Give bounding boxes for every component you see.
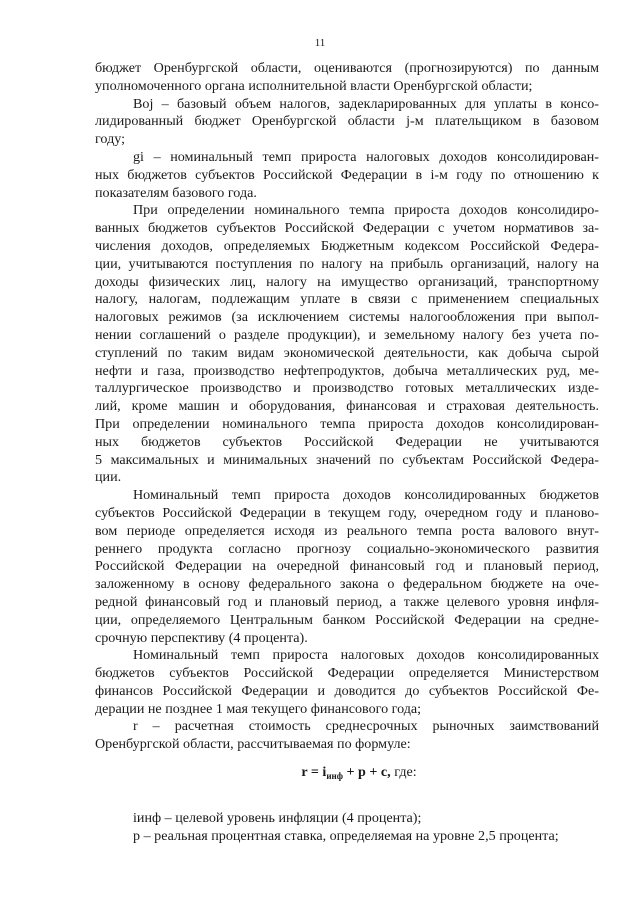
text-line: заложенному в основу федерального закона о федеральном бюджете на оче- [95, 576, 599, 593]
text-line: лидированный бюджет Оренбургской области j-м плательщиком в базовом [95, 113, 599, 130]
document-body [95, 60, 599, 845]
text-line: ступлений по таким видам экономической деятельности, как добыча сырой [95, 344, 599, 361]
text-line: При определении номинального темпа прироста доходов консолидиро- [133, 202, 599, 219]
text-line: ции, учитываются поступления по налогу на прибыль организаций, налогу на [95, 255, 599, 272]
text-line: При определении номинального темпа прироста доходов консолидирован- [95, 415, 599, 432]
text-line: r – расчетная стоимость среднесрочных рыночных заимствований [133, 718, 599, 735]
formula [95, 764, 599, 782]
text-line: ных бюджетов субъектов Российской Федерации не учитываются [95, 433, 599, 450]
text-line: ции. [95, 469, 122, 486]
text-line: году; [95, 131, 126, 148]
text-line: iинф – целевой уровень инфляции (4 процента); [133, 809, 422, 826]
text-line: Номинальный темп прироста доходов консолидированных бюджетов [133, 487, 599, 504]
formula-subscript: инф [326, 771, 343, 782]
formula-rhs: + p + c, [342, 764, 391, 781]
formula-where: где: [390, 764, 417, 781]
text-line: бюджет Оренбургской области, оцениваются (прогнозируются) по данным [95, 60, 599, 76]
text-line: Российской Федерации на очередной финансовый год и плановый период, [95, 558, 599, 575]
page-number: 11 [314, 37, 326, 49]
text-line: числения доходов, определяемых Бюджетным кодексом Российской Федера- [95, 237, 599, 254]
text-line: таллургическое производство и производство готовых металлических изде- [95, 380, 599, 397]
text-line: нении соглашений о разделе продукции), и земельному налогу без учета по- [95, 326, 599, 343]
text-line: налоговых режимов (за исключением системы налогообложения при выпол- [95, 309, 599, 326]
text-line: редной финансовый год и плановый период, а также целевого уровня инфля- [95, 593, 599, 610]
text-line: уполномоченного органа исполнительной власти Оренбургской области; [95, 77, 533, 94]
text-line: Оренбургской области, рассчитываемая по формуле: [95, 736, 411, 753]
text-line: ных бюджетов субъектов Российской Федерации в i-м году по отношению к [95, 166, 599, 183]
text-line: нефти и газа, производство нефтепродуктов, добыча металлических руд, ме- [95, 362, 599, 379]
text-line: налогу, налогам, подлежащим уплате в связи с применением специальных [95, 291, 599, 308]
text-line: 5 максимальных и минимальных значений по субъектам Российской Федера- [95, 451, 599, 468]
text-line: Номинальный темп прироста налоговых доходов консолидированных [133, 647, 599, 664]
text-line: показателям базового года. [95, 184, 257, 201]
text-line: p – реальная процентная ставка, определяемая на уровне 2,5 процента; [133, 827, 559, 844]
text-line: вом периоде определяется исходя из реального темпа роста валового внут- [95, 522, 599, 539]
text-line: ции, определяемого Центральным банком Российской Федерации на средне- [95, 611, 599, 628]
text-line: субъектов Российской Федерации в текущем году, очередном году и планово- [95, 504, 599, 521]
text-line: лий, кроме машин и оборудования, финансовая и страховая деятельность. [95, 398, 599, 415]
text-line: финансов Российской Федерации и доводится до субъектов Российской Фе- [95, 682, 599, 699]
text-line: доходы физических лиц, налогу на имущество организаций, транспортному [95, 273, 599, 290]
text-line: Boj – базовый объем налогов, задекларированных для уплаты в консо- [133, 95, 599, 112]
text-line: срочную перспективу (4 процента). [95, 629, 308, 646]
text-line: gi – номинальный темп прироста налоговых доходов консолидирован- [133, 148, 599, 165]
text-line: дерации не позднее 1 мая текущего финансового года; [95, 700, 422, 717]
text-line: реннего продукта согласно прогнозу социально-экономического развития [95, 540, 599, 557]
text-line: бюджетов субъектов Российской Федерации определяется Министерством [95, 665, 599, 682]
text-line: ванных бюджетов субъектов Российской Федерации с учетом нормативов за- [95, 220, 599, 237]
formula-lhs: r = i [301, 764, 327, 781]
